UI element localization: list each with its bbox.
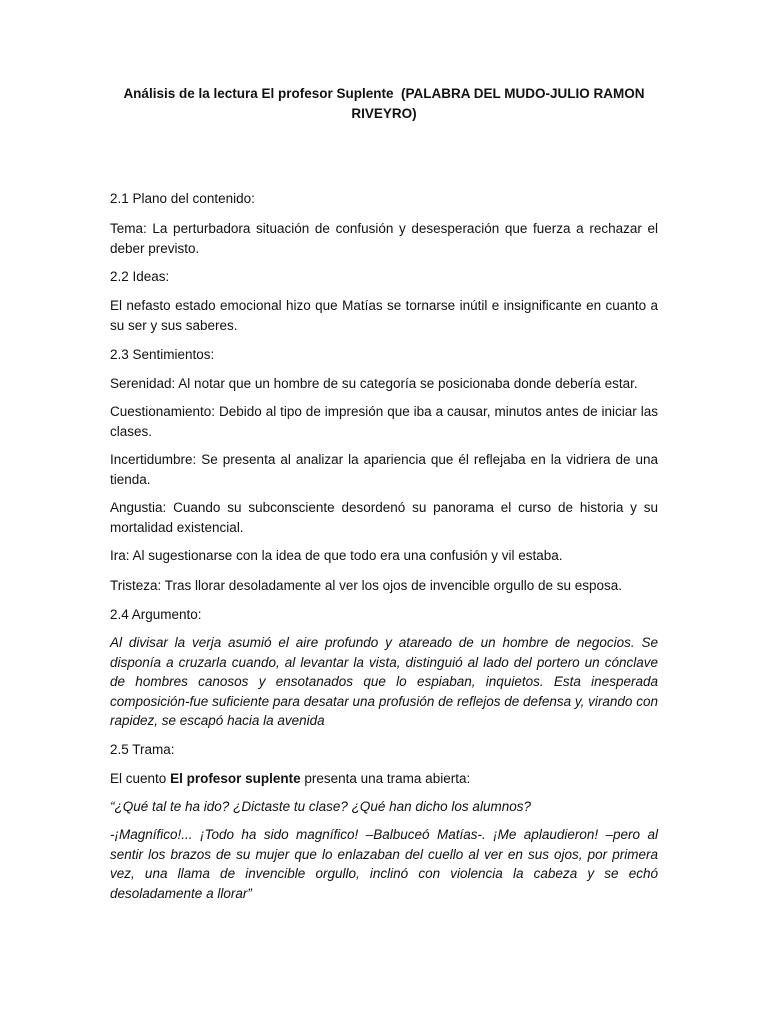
trama-intro-story-title: El profesor suplente (170, 771, 301, 786)
trama-intro-after: presenta una trama abierta: (304, 771, 471, 786)
paragraph-argumento: Al divisar la verja asumió el aire profundo y atareado de un hombre de negocios. Se disponía a cruzarla cuando, al levantar la vista, distinguió al lado del portero un cónclave de hombres canosos y ensotanados que lo espiaban, inquietos. Esta inesperada composición-fue suficiente para desatar una profusión de reflejos de defensa y, virando con rapidez, se escapó hacia la avenida (110, 635, 658, 728)
quote-dialogue-answer: -¡Magnífico!... ¡Todo ha sido magnífico! –Balbuceó Matías-. ¡Me aplaudieron! –pero al sentir los brazos de su mujer que lo enlazaban del cuello al ver en sus ojos, por primera vez, una llama de invencible orgullo, inclinó con violencia la cabeza y se echó desoladamente a llorar” (110, 827, 658, 901)
paragraph-angustia: Angustia: Cuando su subconsciente desordenó su panorama el curso de historia y su mortalidad existencial. (110, 500, 658, 535)
title-source: (PALABRA DEL MUDO-JULIO RAMON RIVEYRO) (351, 86, 645, 121)
heading-argumento: 2.4 Argumento: (110, 607, 202, 622)
heading-plano-contenido: 2.1 Plano del contenido: (110, 191, 255, 206)
heading-sentimientos: 2.3 Sentimientos: (110, 347, 215, 362)
document-title (110, 84, 658, 124)
heading-trama: 2.5 Trama: (110, 742, 175, 757)
title-main: Análisis de la lectura El profesor Suplente (123, 86, 394, 101)
paragraph-tristeza: Tristeza: Tras llorar desoladamente al ver los ojos de invencible orgullo de su esposa. (110, 578, 623, 593)
paragraph-cuestionamiento: Cuestionamiento: Debido al tipo de impresión que iba a causar, minutos antes de iniciar las clases. (110, 404, 658, 439)
paragraph-ira: Ira: Al sugestionarse con la idea de que todo era una confusión y vil estaba. (110, 548, 563, 563)
paragraph-trama-intro (110, 769, 658, 789)
trama-intro-before: El cuento (110, 771, 167, 786)
paragraph-incertidumbre: Incertidumbre: Se presenta al analizar la apariencia que él reflejaba en la vidriera de una tienda. (110, 452, 658, 487)
paragraph-tema: Tema: La perturbadora situación de confusión y desesperación que fuerza a rechazar el deber previsto. (110, 221, 658, 256)
heading-ideas: 2.2 Ideas: (110, 269, 170, 284)
paragraph-ideas: El nefasto estado emocional hizo que Matías se tornarse inútil e insignificante en cuanto a su ser y sus saberes. (110, 298, 658, 333)
quote-dialogue-question: “¿Qué tal te ha ido? ¿Dictaste tu clase? ¿Qué han dicho los alumnos? (110, 799, 531, 814)
paragraph-serenidad: Serenidad: Al notar que un hombre de su categoría se posicionaba donde debería estar. (110, 376, 638, 391)
